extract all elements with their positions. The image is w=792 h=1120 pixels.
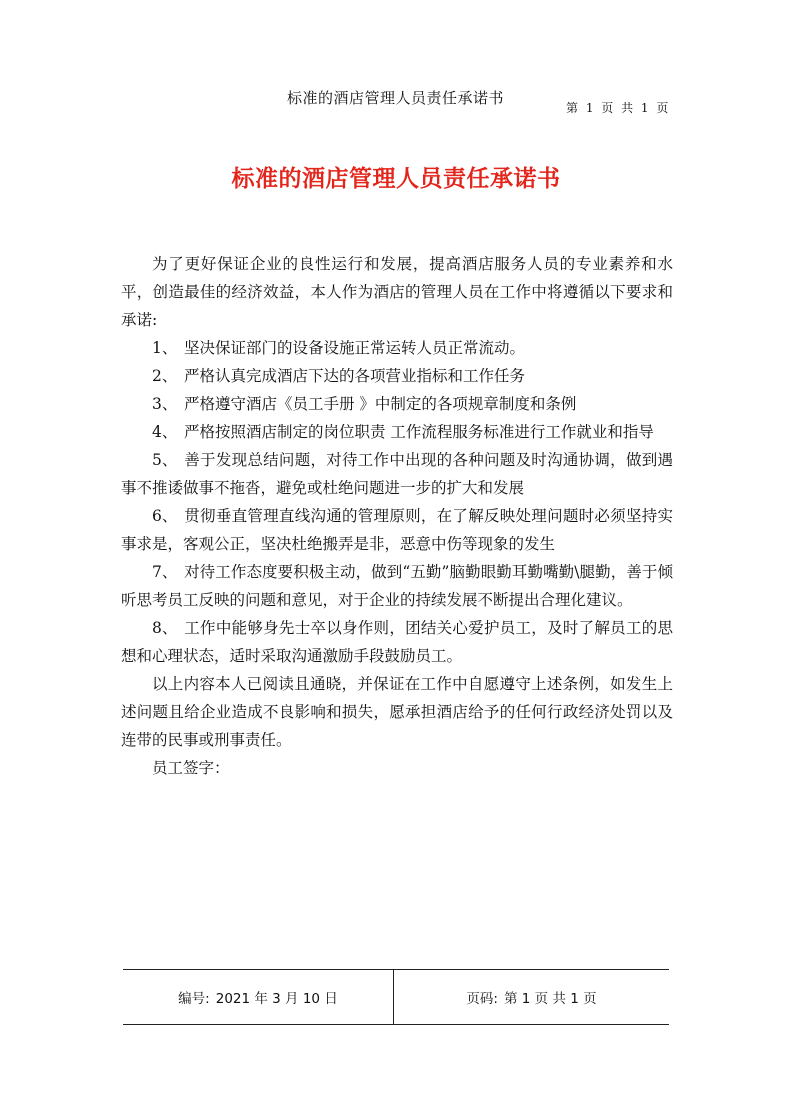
footer-page-value: 第 1 页 共 1 页	[503, 991, 597, 1007]
signature-label: 员工签字：	[152, 759, 230, 777]
running-header-page-info: 第 1 页 共 1 页	[566, 101, 671, 115]
list-item-text: 严格认真完成酒店下达的各项营业指标和工作任务	[184, 367, 526, 385]
footer-table	[123, 969, 669, 1025]
document-body	[121, 250, 673, 782]
list-item-number: 2、	[152, 367, 178, 385]
list-item-text: 善于发现总结问题，对待工作中出现的各种问题及时沟通协调，做到遇事不推诿做事不拖沓，避免或杜绝问题进一步的扩大和发展	[121, 451, 673, 497]
intro-paragraph: 为了更好保证企业的良性运行和发展，提高酒店服务人员的专业素养和水平，创造最佳的经济效益，本人作为酒店的管理人员在工作中将遵循以下要求和承诺:	[121, 255, 673, 329]
list-item-number: 7、	[152, 563, 178, 581]
footer-page-label: 页码:	[466, 991, 498, 1007]
list-item	[121, 558, 673, 614]
list-item-text: 贯彻垂直管理直线沟通的管理原则，在了解反映处理问题时必须坚持实事求是，客观公正，坚决杜绝搬弄是非，恶意中伤等现象的发生	[121, 507, 673, 553]
list-item	[121, 334, 673, 362]
list-item-text: 工作中能够身先士卒以身作则，团结关心爱护员工，及时了解员工的思想和心理状态，适时采取沟通激励手段鼓励员工。	[121, 619, 673, 665]
list-item-number: 1、	[152, 339, 178, 357]
list-item-number: 3、	[152, 395, 178, 413]
running-header-title: 标准的酒店管理人员责任承诺书	[287, 89, 505, 107]
list-item	[121, 362, 673, 390]
footer-number-label: 编号:	[178, 991, 210, 1007]
footer-page-cell	[394, 970, 669, 1024]
closing-paragraph: 以上内容本人已阅读且通晓，并保证在工作中自愿遵守上述条例，如发生上述问题且给企业造成不良影响和损失，愿承担酒店给予的任何行政经济处罚以及连带的民事或刑事责任。	[121, 675, 673, 749]
footer-number-cell	[123, 970, 394, 1024]
list-item-text: 严格遵守酒店《员工手册 》中制定的各项规章制度和条例	[184, 395, 577, 413]
footer-number-value: 2021 年 3 月 10 日	[215, 991, 338, 1007]
list-item-number: 5、	[152, 451, 178, 469]
list-item	[121, 614, 673, 670]
list-item-number: 4、	[152, 423, 178, 441]
list-item-text: 对待工作态度要积极主动，做到“五勤”脑勤眼勤耳勤嘴勤\腿勤，善于倾听思考员工反映的问题和意见，对于企业的持续发展不断提出合理化建议。	[121, 563, 673, 609]
document-title: 标准的酒店管理人员责任承诺书	[231, 165, 561, 192]
running-header	[0, 87, 792, 115]
list-item	[121, 446, 673, 502]
list-item-text: 坚决保证部门的设备设施正常运转人员正常流动。	[184, 339, 526, 357]
list-item	[121, 502, 673, 558]
list-item-text: 严格按照酒店制定的岗位职责 工作流程服务标准进行工作就业和指导	[184, 423, 654, 441]
list-item-number: 6、	[152, 507, 178, 525]
list-item-number: 8、	[152, 619, 178, 637]
list-item	[121, 418, 673, 446]
list-item	[121, 390, 673, 418]
